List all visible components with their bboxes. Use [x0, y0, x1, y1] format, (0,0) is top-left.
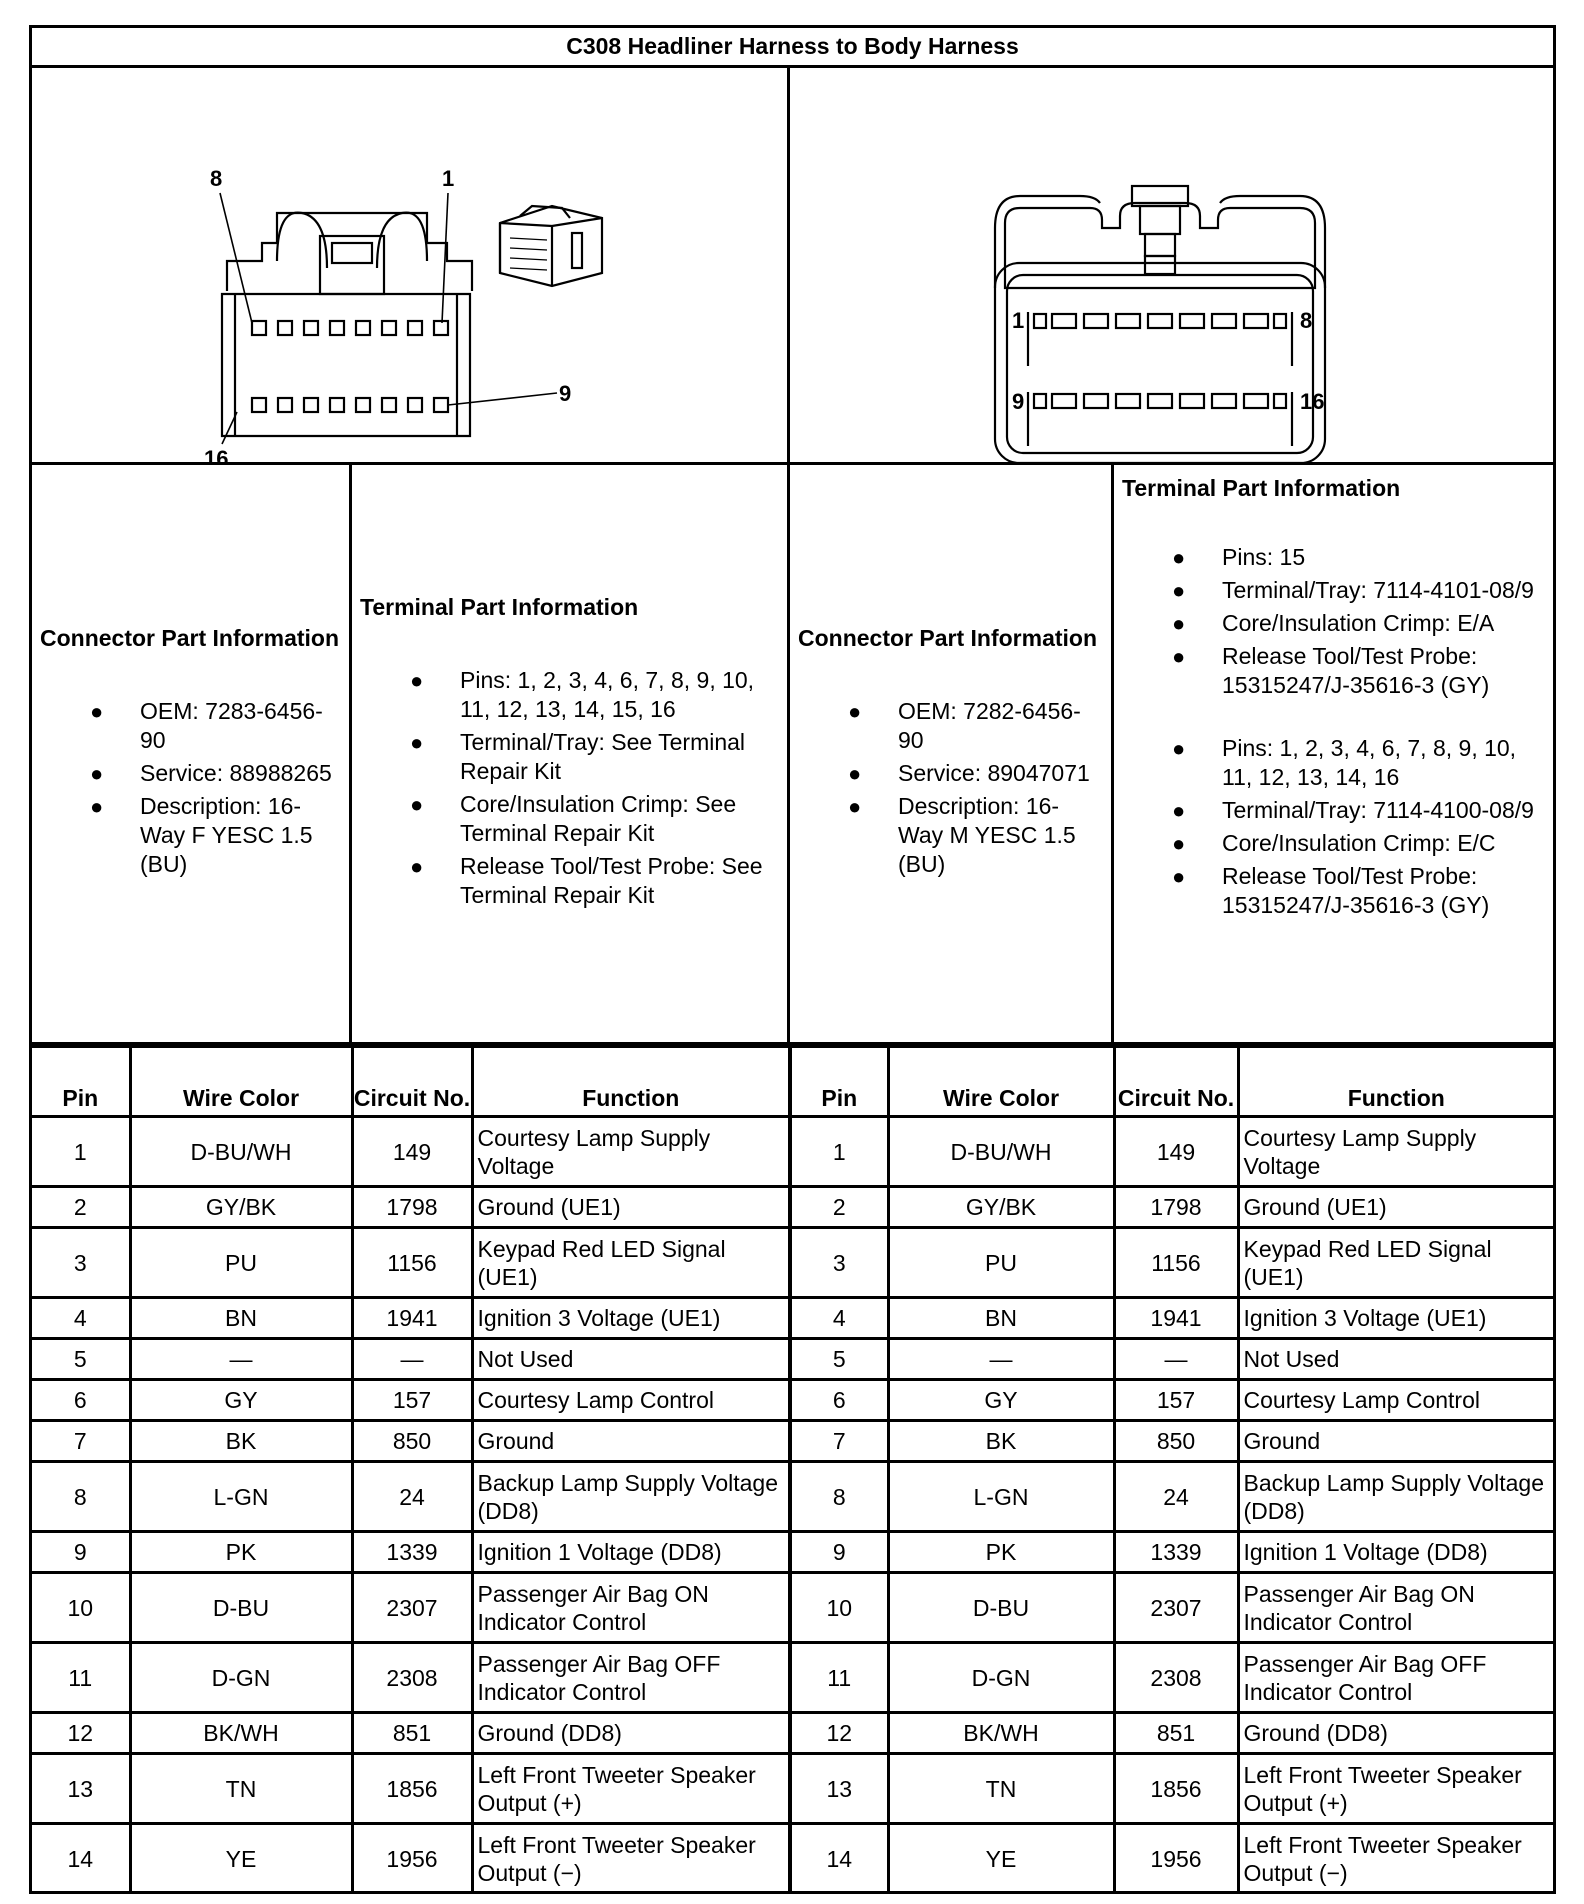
cell-circuit: 1798: [352, 1187, 472, 1228]
bullet-icon: ●: [90, 699, 104, 724]
cell-function: Courtesy Lamp Supply Voltage: [472, 1117, 790, 1187]
cell-wire-color: BK: [888, 1421, 1114, 1462]
cell-wire-color: BN: [888, 1298, 1114, 1339]
cell-circuit: —: [1114, 1339, 1238, 1380]
cell-wire-color: YE: [888, 1824, 1114, 1894]
cell-pin: 6: [790, 1380, 888, 1421]
table-row: [32, 1643, 1553, 1713]
cell-wire-color: PU: [888, 1228, 1114, 1298]
cell-wire-color: GY: [888, 1380, 1114, 1421]
cell-pin: 6: [32, 1380, 130, 1421]
cell-wire-color: PU: [130, 1228, 352, 1298]
table-row: [32, 1462, 1553, 1532]
cell-pin: 9: [790, 1532, 888, 1573]
cell-pin: 11: [790, 1643, 888, 1713]
header-pin: Pin: [32, 1047, 130, 1117]
list-item: ● Core/Insulation Crimp: E/C: [1172, 830, 1496, 856]
cell-wire-color: PK: [888, 1532, 1114, 1573]
bullet-icon: ●: [410, 854, 424, 879]
cell-pin: 5: [32, 1339, 130, 1380]
terminal-info-title: Terminal Part Information: [360, 594, 639, 620]
cell-function: Ground (UE1): [472, 1187, 790, 1228]
cell-pin: 12: [790, 1713, 888, 1754]
cell-circuit: 1798: [1114, 1187, 1238, 1228]
table-row: [32, 1339, 1553, 1380]
cell-circuit: 1156: [352, 1228, 472, 1298]
list-item: ● Terminal/Tray: See Terminal Repair Kit: [410, 729, 746, 784]
cell-pin: 7: [790, 1421, 888, 1462]
bullet-icon: ●: [1172, 545, 1186, 570]
cell-wire-color: GY/BK: [130, 1187, 352, 1228]
header-function: Function: [1238, 1047, 1553, 1117]
pin-label-16: 16: [204, 446, 229, 465]
cell-function: Backup Lamp Supply Voltage (DD8): [1238, 1462, 1553, 1532]
pin-label-9: 9: [559, 381, 572, 406]
connector-info-title: Connector Part Information: [798, 625, 1098, 651]
cell-wire-color: L-GN: [130, 1462, 352, 1532]
cell-circuit: 157: [352, 1380, 472, 1421]
cell-function: Ground (UE1): [1238, 1187, 1553, 1228]
cell-function: Ignition 1 Voltage (DD8): [1238, 1532, 1553, 1573]
table-row: [32, 1532, 1553, 1573]
cell-wire-color: L-GN: [888, 1462, 1114, 1532]
list-item: ● Release Tool/Test Probe: 15315247/J-35616-3 (GY): [1172, 643, 1490, 698]
pin-label-8: 8: [210, 166, 223, 191]
cell-wire-color: BK/WH: [888, 1713, 1114, 1754]
list-item: ● Pins: 15: [1172, 544, 1306, 570]
bullet-icon: ●: [1172, 831, 1186, 856]
cell-pin: 5: [790, 1339, 888, 1380]
cell-wire-color: D-GN: [888, 1643, 1114, 1713]
cell-function: Ignition 3 Voltage (UE1): [1238, 1298, 1553, 1339]
cell-wire-color: TN: [888, 1754, 1114, 1824]
bullet-icon: ●: [90, 794, 104, 819]
cell-wire-color: BK/WH: [130, 1713, 352, 1754]
cell-pin: 11: [32, 1643, 130, 1713]
cell-function: Ground (DD8): [1238, 1713, 1553, 1754]
cell-circuit: 149: [352, 1117, 472, 1187]
cell-wire-color: TN: [130, 1754, 352, 1824]
cell-function: Passenger Air Bag OFF Indicator Control: [472, 1643, 790, 1713]
cell-wire-color: YE: [130, 1824, 352, 1894]
bullet-icon: ●: [848, 699, 862, 724]
cell-function: Ground: [472, 1421, 790, 1462]
cell-pin: 8: [790, 1462, 888, 1532]
cell-pin: 4: [32, 1298, 130, 1339]
cell-pin: 3: [32, 1228, 130, 1298]
connector-info-title: Connector Part Information: [40, 625, 340, 651]
list-item: ● Pins: 1, 2, 3, 4, 6, 7, 8, 9, 10, 11, 12, 13, 14, 15, 16: [410, 667, 755, 722]
cell-circuit: 2308: [352, 1643, 472, 1713]
list-item: ● Core/Insulation Crimp: See Terminal Repair Kit: [410, 791, 737, 846]
cell-circuit: 851: [1114, 1713, 1238, 1754]
bullet-icon: ●: [1172, 736, 1186, 761]
cell-wire-color: BN: [130, 1298, 352, 1339]
cell-circuit: 24: [1114, 1462, 1238, 1532]
header-wire-color: Wire Color: [888, 1047, 1114, 1117]
bullet-icon: ●: [1172, 644, 1186, 669]
pin-label-1: 1: [442, 166, 455, 191]
terminal-info-male: [1114, 465, 1553, 1045]
list-item: ● Terminal/Tray: 7114-4100-08/9: [1172, 797, 1534, 823]
table-row: [32, 1713, 1553, 1754]
cell-wire-color: PK: [130, 1532, 352, 1573]
cell-pin: 14: [790, 1824, 888, 1894]
bullet-icon: ●: [1172, 798, 1186, 823]
cell-wire-color: D-BU/WH: [130, 1117, 352, 1187]
male-connector-face-icon: [790, 68, 1553, 465]
cell-pin: 9: [32, 1532, 130, 1573]
cell-wire-color: GY: [130, 1380, 352, 1421]
male-connector-drawing: [790, 68, 1553, 465]
cell-function: Keypad Red LED Signal (UE1): [1238, 1228, 1553, 1298]
cell-function: Not Used: [472, 1339, 790, 1380]
bullet-icon: ●: [410, 730, 424, 755]
cell-function: Ignition 3 Voltage (UE1): [472, 1298, 790, 1339]
table-header-row: [32, 1047, 1553, 1117]
cell-function: Backup Lamp Supply Voltage (DD8): [472, 1462, 790, 1532]
cell-function: Ignition 1 Voltage (DD8): [472, 1532, 790, 1573]
cell-circuit: 2307: [1114, 1573, 1238, 1643]
table-row: [32, 1421, 1553, 1462]
cell-circuit: 2307: [352, 1573, 472, 1643]
list-item: ● OEM: 7282-6456-90: [848, 698, 1081, 753]
cell-function: Left Front Tweeter Speaker Output (−): [1238, 1824, 1553, 1894]
cell-circuit: 2308: [1114, 1643, 1238, 1713]
cell-pin: 7: [32, 1421, 130, 1462]
cell-pin: 8: [32, 1462, 130, 1532]
cell-pin: 14: [32, 1824, 130, 1894]
bullet-icon: ●: [848, 761, 862, 786]
cell-circuit: —: [352, 1339, 472, 1380]
cell-wire-color: D-BU: [888, 1573, 1114, 1643]
bullet-icon: ●: [90, 761, 104, 786]
cell-pin: 13: [32, 1754, 130, 1824]
cell-circuit: 850: [352, 1421, 472, 1462]
cell-wire-color: —: [888, 1339, 1114, 1380]
cell-function: Left Front Tweeter Speaker Output (−): [472, 1824, 790, 1894]
cell-function: Ground: [1238, 1421, 1553, 1462]
table-row: [32, 1187, 1553, 1228]
table-row: [32, 1117, 1553, 1187]
cell-pin: 10: [790, 1573, 888, 1643]
header-function: Function: [472, 1047, 790, 1117]
page-title: C308 Headliner Harness to Body Harness: [32, 28, 1553, 68]
cell-wire-color: D-GN: [130, 1643, 352, 1713]
bullet-icon: ●: [1172, 611, 1186, 636]
cell-pin: 1: [32, 1117, 130, 1187]
list-item: ● Release Tool/Test Probe: 15315247/J-35616-3 (GY): [1172, 863, 1490, 918]
cell-function: Left Front Tweeter Speaker Output (+): [1238, 1754, 1553, 1824]
cell-circuit: 157: [1114, 1380, 1238, 1421]
cell-pin: 12: [32, 1713, 130, 1754]
pin-table: [32, 1045, 1553, 1894]
header-circuit: Circuit No.: [1114, 1047, 1238, 1117]
header-wire-color: Wire Color: [130, 1047, 352, 1117]
connector-info-male: [790, 465, 1114, 1045]
list-item: ● Release Tool/Test Probe: See Terminal Repair Kit: [410, 853, 763, 908]
cell-wire-color: BK: [130, 1421, 352, 1462]
cell-circuit: 850: [1114, 1421, 1238, 1462]
list-item: ● Description: 16-Way F YESC 1.5 (BU): [90, 793, 313, 877]
bullet-icon: ●: [410, 668, 424, 693]
cell-function: Courtesy Lamp Control: [472, 1380, 790, 1421]
cell-pin: 2: [790, 1187, 888, 1228]
cell-circuit: 851: [352, 1713, 472, 1754]
female-connector-drawing: [32, 68, 790, 465]
cell-pin: 13: [790, 1754, 888, 1824]
table-row: [32, 1380, 1553, 1421]
cell-function: Ground (DD8): [472, 1713, 790, 1754]
list-item: ● Terminal/Tray: 7114-4101-08/9: [1172, 577, 1534, 603]
pin-label-8: 8: [1300, 308, 1313, 333]
cell-circuit: 24: [352, 1462, 472, 1532]
table-row: [32, 1573, 1553, 1643]
cell-pin: 10: [32, 1573, 130, 1643]
cell-wire-color: D-BU/WH: [888, 1117, 1114, 1187]
connector-sheet: [29, 25, 1556, 1894]
cell-function: Courtesy Lamp Supply Voltage: [1238, 1117, 1553, 1187]
female-connector-face-icon: [32, 68, 790, 465]
bullet-icon: ●: [848, 794, 862, 819]
list-item: ● Pins: 1, 2, 3, 4, 6, 7, 8, 9, 10, 11, 12, 13, 14, 16: [1172, 735, 1517, 790]
cell-function: Keypad Red LED Signal (UE1): [472, 1228, 790, 1298]
cell-circuit: 1339: [1114, 1532, 1238, 1573]
cell-circuit: 1956: [1114, 1824, 1238, 1894]
cell-wire-color: GY/BK: [888, 1187, 1114, 1228]
cell-function: Passenger Air Bag OFF Indicator Control: [1238, 1643, 1553, 1713]
cell-function: Left Front Tweeter Speaker Output (+): [472, 1754, 790, 1824]
pin-label-1: 1: [1012, 308, 1025, 333]
bullet-icon: ●: [1172, 578, 1186, 603]
pin-label-16: 16: [1300, 389, 1325, 414]
cell-function: Passenger Air Bag ON Indicator Control: [472, 1573, 790, 1643]
cell-circuit: 1856: [352, 1754, 472, 1824]
cell-function: Courtesy Lamp Control: [1238, 1380, 1553, 1421]
cell-circuit: 149: [1114, 1117, 1238, 1187]
cell-pin: 2: [32, 1187, 130, 1228]
cell-pin: 1: [790, 1117, 888, 1187]
terminal-info-title: Terminal Part Information: [1122, 475, 1401, 501]
bullet-icon: ●: [410, 792, 424, 817]
cell-wire-color: —: [130, 1339, 352, 1380]
cell-pin: 4: [790, 1298, 888, 1339]
cell-wire-color: D-BU: [130, 1573, 352, 1643]
cell-function: Not Used: [1238, 1339, 1553, 1380]
cell-circuit: 1941: [352, 1298, 472, 1339]
table-row: [32, 1298, 1553, 1339]
connector-info-female: [32, 465, 352, 1045]
list-item: ● Core/Insulation Crimp: E/A: [1172, 610, 1495, 636]
list-item: ● OEM: 7283-6456-90: [90, 698, 323, 753]
cell-circuit: 1339: [352, 1532, 472, 1573]
bullet-icon: ●: [1172, 864, 1186, 889]
cell-circuit: 1941: [1114, 1298, 1238, 1339]
cell-circuit: 1956: [352, 1824, 472, 1894]
table-row: [32, 1228, 1553, 1298]
cell-function: Passenger Air Bag ON Indicator Control: [1238, 1573, 1553, 1643]
pin-label-9: 9: [1012, 389, 1025, 414]
table-row: [32, 1824, 1553, 1894]
cell-circuit: 1856: [1114, 1754, 1238, 1824]
terminal-info-female: [352, 465, 790, 1045]
list-item: ● Service: 89047071: [848, 760, 1090, 786]
cell-circuit: 1156: [1114, 1228, 1238, 1298]
header-pin: Pin: [790, 1047, 888, 1117]
list-item: ● Description: 16-Way M YESC 1.5 (BU): [848, 793, 1076, 877]
cell-pin: 3: [790, 1228, 888, 1298]
list-item: ● Service: 88988265: [90, 760, 332, 786]
header-circuit: Circuit No.: [352, 1047, 472, 1117]
table-row: [32, 1754, 1553, 1824]
